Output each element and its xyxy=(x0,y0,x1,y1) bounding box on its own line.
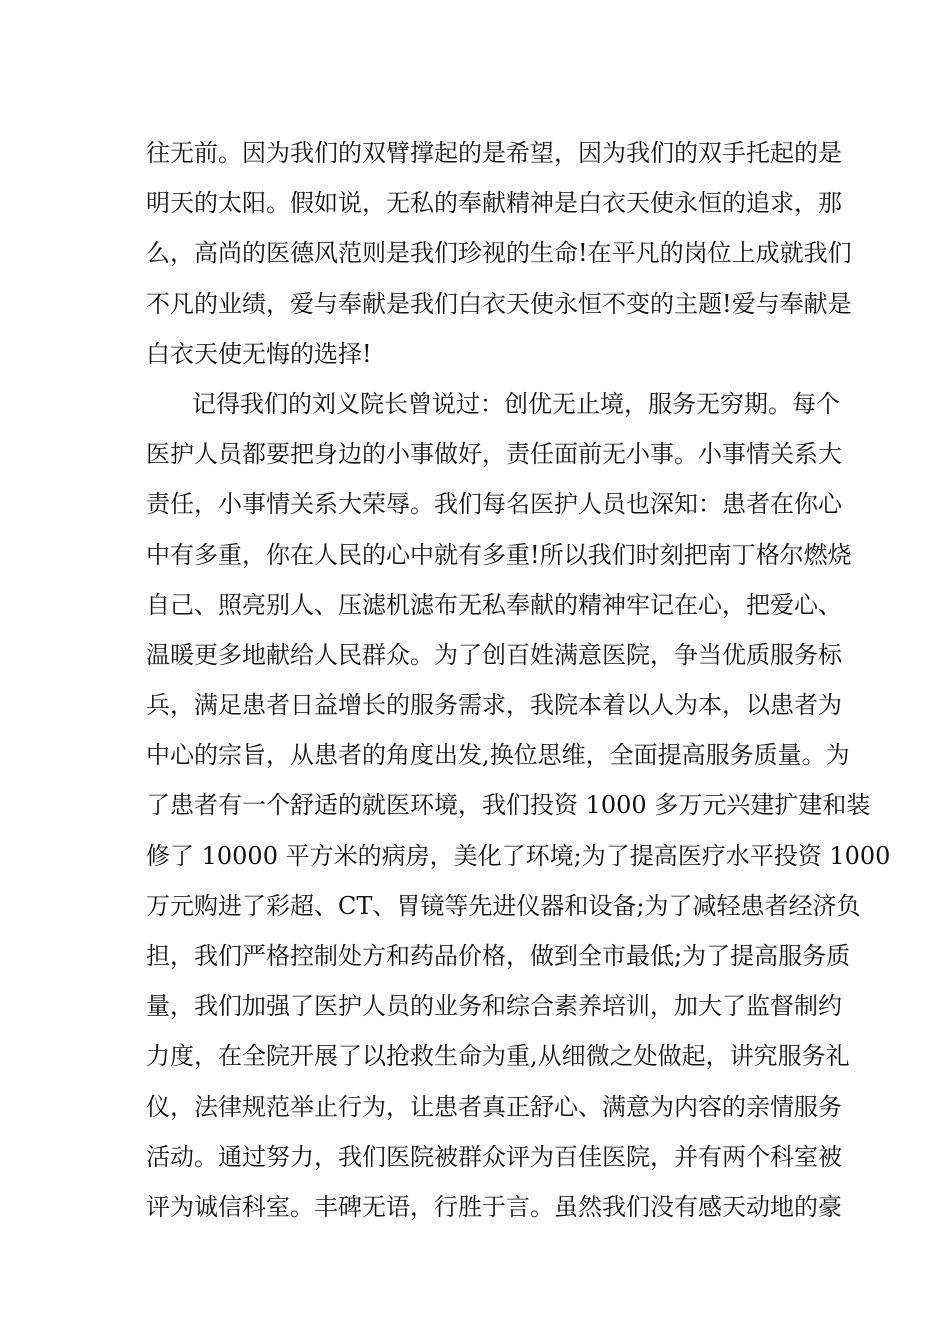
text-line: 责任，小事情关系大荣辱。我们每名医护人员也深知：患者在你心 xyxy=(146,490,842,519)
text-line: 兵，满足患者日益增长的服务需求，我院本着以人为本，以患者为 xyxy=(146,691,842,720)
body-text xyxy=(146,128,891,1232)
text-line: 温暖更多地献给人民群众。为了创百姓满意医院，争当优质服务标 xyxy=(146,640,842,669)
text-line: 自己、照亮别人、压滤机滤布无私奉献的精神牢记在心，把爱心、 xyxy=(146,590,842,619)
text-line: 量，我们加强了医护人员的业务和综合素养培训，加大了监督制约 xyxy=(146,992,842,1021)
text-line: 中心的宗旨，从患者的角度出发,换位思维，全面提高服务质量。为 xyxy=(146,741,850,770)
text-line: 活动。通过努力，我们医院被群众评为百佳医院，并有两个科室被 xyxy=(146,1142,842,1171)
text-line: 不凡的业绩，爱与奉献是我们白衣天使永恒不变的主题!爱与奉献是 xyxy=(146,289,852,318)
text-line: 往无前。因为我们的双臂撑起的是希望，因为我们的双手托起的是 xyxy=(146,139,842,167)
text-line: 记得我们的刘义院长曾说过：创优无止境，服务无穷期。每个 xyxy=(192,389,840,418)
text-line: 修了 10000 平方米的病房，美化了环境;为了提高医疗水平投资 1000 xyxy=(146,841,891,870)
text-line: 了患者有一个舒适的就医环境，我们投资 1000 多万元兴建扩建和装 xyxy=(146,791,871,820)
text-line: 中有多重，你在人民的心中就有多重!所以我们时刻把南丁格尔燃烧 xyxy=(146,540,852,569)
paragraph xyxy=(146,128,852,379)
text-line: 医护人员都要把身边的小事做好，责任面前无小事。小事情关系大 xyxy=(146,440,842,469)
text-line: 么，高尚的医德风范则是我们珍视的生命!在平凡的岗位上成就我们 xyxy=(146,239,852,268)
text-line: 明天的太阳。假如说，无私的奉献精神是白衣天使永恒的追求，那 xyxy=(146,189,842,218)
text-line: 担，我们严格控制处方和药品价格，做到全市最低;为了提高服务质 xyxy=(146,942,851,970)
text-line: 力度，在全院开展了以抢救生命为重,从细微之处做起，讲究服务礼 xyxy=(146,1042,850,1071)
paragraph xyxy=(146,379,891,1232)
text-line: 万元购进了彩超、CT、胃镜等先进仪器和设备;为了减轻患者经济负 xyxy=(146,891,861,920)
text-line: 仪，法律规范举止行为，让患者真正舒心、满意为内容的亲情服务 xyxy=(146,1092,842,1121)
text-line: 评为诚信科室。丰碑无语，行胜于言。虽然我们没有感天动地的豪 xyxy=(146,1192,842,1221)
text-line: 白衣天使无悔的选择! xyxy=(146,339,372,368)
